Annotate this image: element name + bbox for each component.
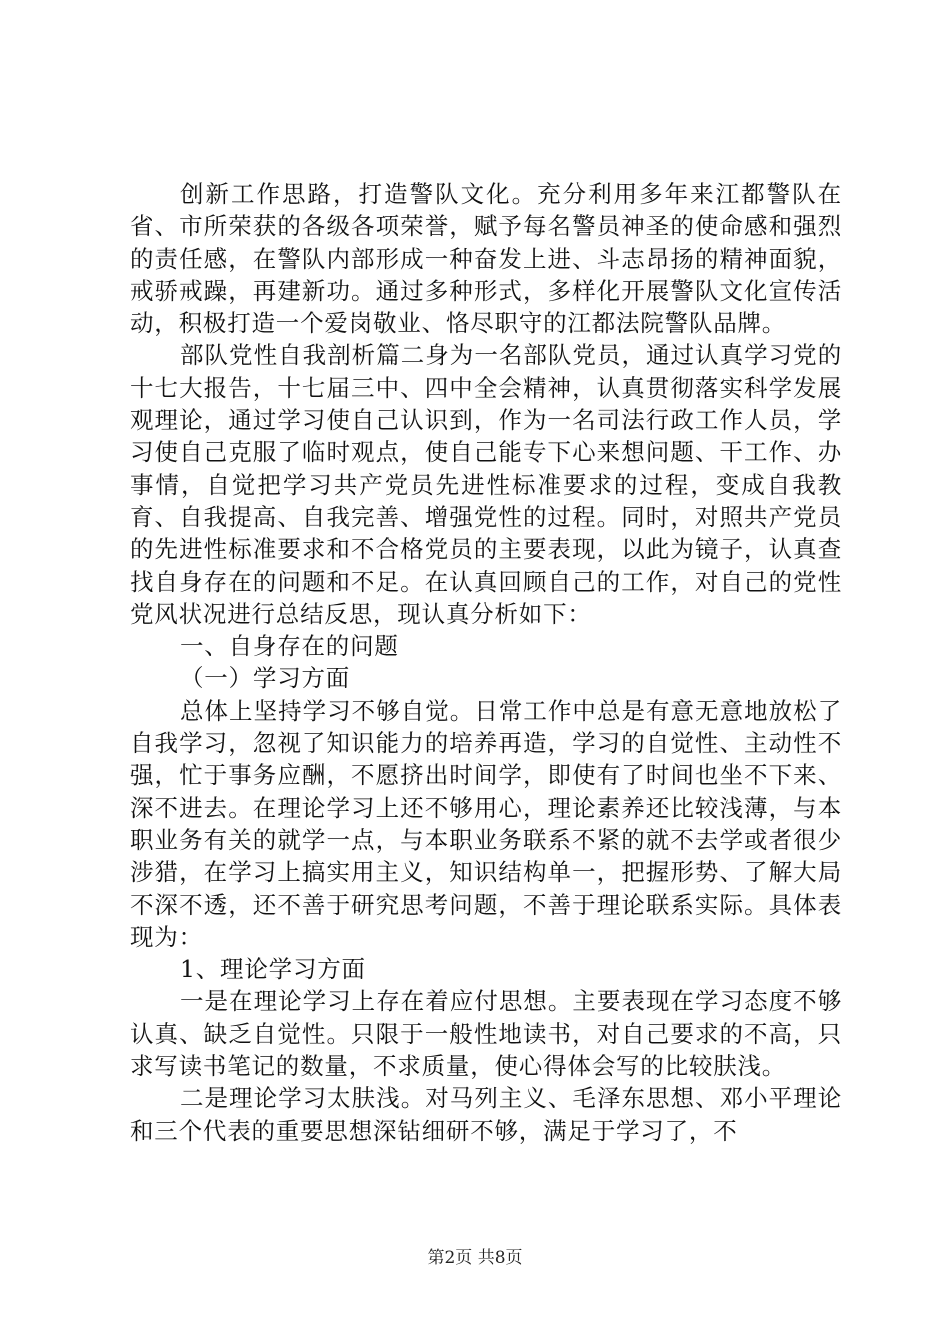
section-heading-problems: 一、自身存在的问题 bbox=[180, 632, 399, 661]
paragraph-self-analysis-intro: 部队党性自我剖析篇二身为一名部队党员，通过认真学习党的十七大报告，十七届三中、四中全会精神，认真贯彻落实科学发展观理论，通过学习使自己认识到，作为一名司法行政工作人员，学习使自己克服了临时观点，使自己能专下心来想问题、干工作、办事情，自觉把学习共产党员先进性标准要求的过程，变成自我教育、自我提高、自我完善、增强党性的过程。同时，对照共产党员的先进性标准要求和不合格党员的主要表现，以此为镜子，认真查找自身存在的问题和不足。在认真回顾自己的工作，对自己的党性党风状况进行总结反思，现认真分析如下： bbox=[130, 341, 842, 628]
paragraph-point-two: 二是理论学习太肤浅。对马列主义、毛泽东思想、邓小平理论和三个代表的重要思想深钻细研不够，满足于学习了，不 bbox=[130, 1084, 842, 1145]
document-body bbox=[130, 178, 842, 1147]
page-number-footer: 第2页 共8页 bbox=[427, 1248, 523, 1268]
paragraph-study-overview: 总体上坚持学习不够自觉。日常工作中总是有意无意地放松了自我学习，忽视了知识能力的培养再造，学习的自觉性、主动性不强，忙于事务应酬，不愿挤出时间学，即使有了时间也坐不下来、深不进去。在理论学习上还不够用心，理论素养还比较浅薄，与本职业务有关的就学一点，与本职业务联系不紧的就不去学或者很少涉猎，在学习上搞实用主义，知识结构单一，把握形势、了解大局不深不透，还不善于研究思考问题，不善于理论联系实际。具体表现为： bbox=[130, 696, 842, 951]
item-heading-theory-study: 1、理论学习方面 bbox=[180, 955, 366, 984]
paragraph-police-culture: 创新工作思路，打造警队文化。充分利用多年来江都警队在省、市所荣获的各级各项荣誉，赋予每名警员神圣的使命感和强烈的责任感，在警队内部形成一种奋发上进、斗志昂扬的精神面貌，戒骄戒躁，再建新功。通过多种形式，多样化开展警队文化宣传活动，积极打造一个爱岗敬业、恪尽职守的江都法院警队品牌。 bbox=[130, 180, 842, 338]
subsection-heading-study: （一）学习方面 bbox=[180, 664, 351, 693]
paragraph-point-one: 一是在理论学习上存在着应付思想。主要表现在学习态度不够认真、缺乏自觉性。只限于一般性地读书，对自己要求的不高，只求写读书笔记的数量，不求质量，使心得体会写的比较肤浅。 bbox=[130, 987, 842, 1081]
